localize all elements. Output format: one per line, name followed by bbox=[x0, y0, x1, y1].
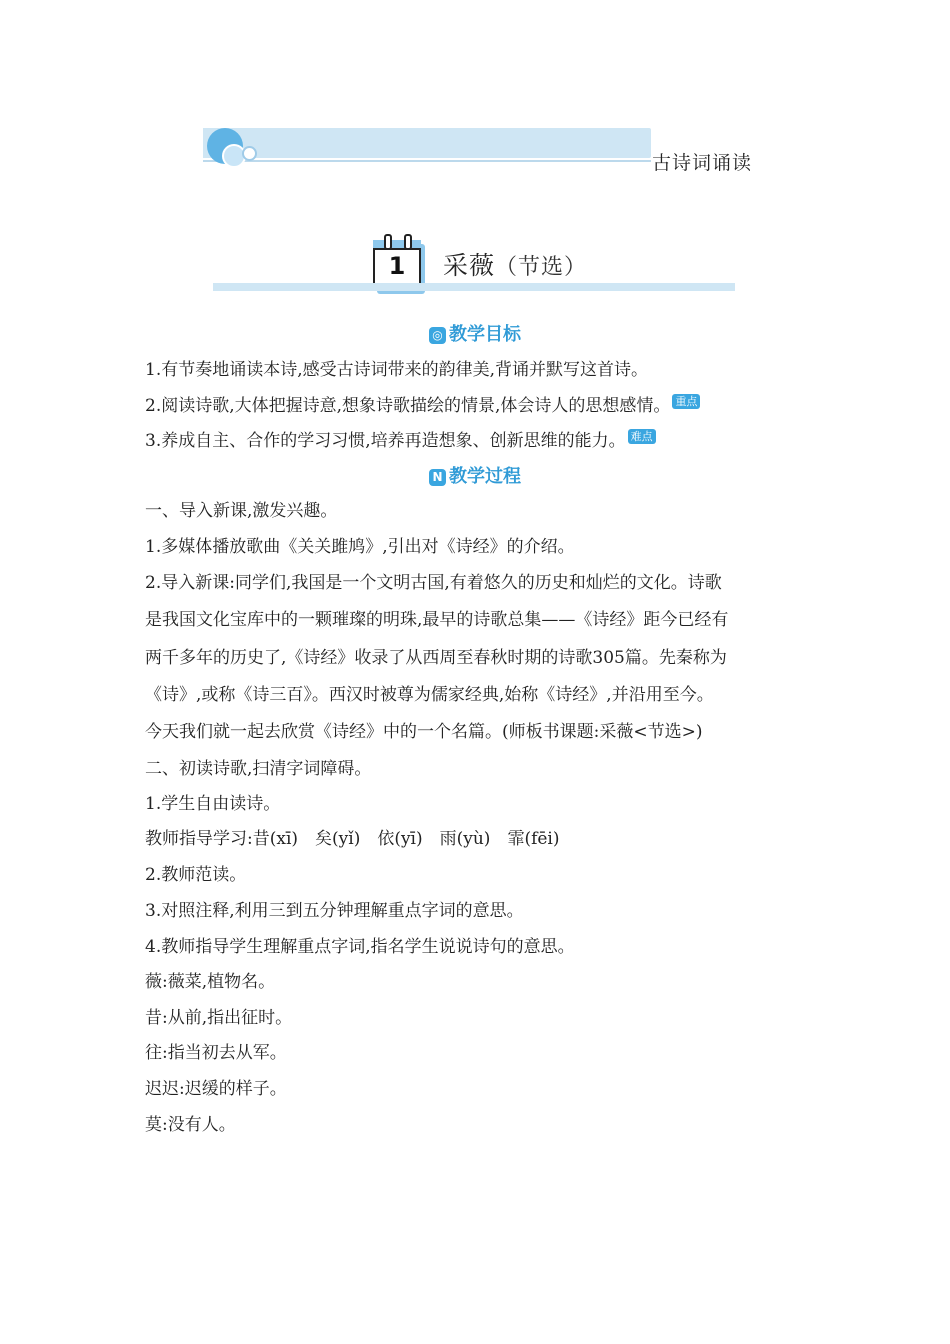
process-line: 一、导入新课,激发兴趣。 bbox=[145, 501, 338, 521]
objectives-heading-text: 教学目标 bbox=[449, 324, 521, 345]
header-banner bbox=[203, 128, 651, 158]
lesson-number: 1 bbox=[388, 252, 406, 280]
header-label: 古诗词诵读 bbox=[652, 152, 753, 174]
objective-text: 1.有节奏地诵读本诗,感受古诗词带来的韵律美,背诵并默写这首诗。 bbox=[145, 360, 649, 380]
objective-item bbox=[145, 429, 656, 453]
section-heading-process bbox=[0, 462, 950, 488]
process-line: 昔:从前,指出征时。 bbox=[145, 1008, 293, 1028]
process-line: 教师指导学习:昔(xī) 矣(yǐ) 依(yī) 雨(yù) 霏(fēi) bbox=[145, 829, 560, 849]
process-line: 3.对照注释,利用三到五分钟理解重点字词的意思。 bbox=[145, 901, 524, 921]
process-line: 莫:没有人。 bbox=[145, 1115, 236, 1135]
process-line: 2.教师范读。 bbox=[145, 865, 247, 885]
header-divider bbox=[203, 160, 651, 162]
process-line: 1.学生自由读诗。 bbox=[145, 794, 281, 814]
process-line: 是我国文化宝库中的一颗璀璨的明珠,最早的诗歌总集——《诗经》距今已经有 bbox=[145, 610, 729, 630]
process-line: 今天我们就一起去欣赏《诗经》中的一个名篇。(师板书课题:采薇<节选>) bbox=[145, 722, 703, 742]
lesson-title bbox=[443, 246, 587, 282]
process-line: 两千多年的历史了,《诗经》收录了从西周至春秋时期的诗歌305篇。先秦称为 bbox=[145, 648, 727, 668]
process-line: 《诗》,或称《诗三百》。西汉时被尊为儒家经典,始称《诗经》,并沿用至今。 bbox=[145, 685, 714, 705]
difficult-point-badge: 难点 bbox=[628, 429, 656, 444]
objective-item bbox=[145, 394, 700, 418]
decor-circle-small-icon bbox=[242, 146, 257, 161]
process-heading-text: 教学过程 bbox=[449, 466, 521, 487]
calendar-ring-icon bbox=[404, 234, 412, 250]
target-icon: ◎ bbox=[429, 327, 446, 344]
process-icon: N bbox=[429, 469, 446, 486]
lesson-subtitle: （节选） bbox=[495, 255, 588, 280]
objective-item bbox=[145, 358, 648, 382]
lesson-title-text: 采薇 bbox=[443, 251, 496, 280]
process-line: 薇:薇菜,植物名。 bbox=[145, 972, 276, 992]
title-underline bbox=[213, 283, 735, 291]
calendar-ring-icon bbox=[384, 234, 392, 250]
process-line: 4.教师指导学生理解重点字词,指名学生说说诗句的意思。 bbox=[145, 937, 575, 957]
process-line: 1.多媒体播放歌曲《关关雎鸠》,引出对《诗经》的介绍。 bbox=[145, 537, 575, 557]
process-line: 往:指当初去从军。 bbox=[145, 1043, 287, 1063]
section-heading-objectives bbox=[0, 320, 950, 346]
objective-text: 2.阅读诗歌,大体把握诗意,想象诗歌描绘的情景,体会诗人的思想感情。 bbox=[145, 396, 671, 416]
key-point-badge: 重点 bbox=[672, 394, 700, 409]
process-line: 2.导入新课:同学们,我国是一个文明古国,有着悠久的历史和灿烂的文化。诗歌 bbox=[145, 573, 722, 593]
process-line: 二、初读诗歌,扫清字词障碍。 bbox=[145, 759, 372, 779]
objective-text: 3.养成自主、合作的学习习惯,培养再造想象、创新思维的能力。 bbox=[145, 431, 626, 451]
process-line: 迟迟:迟缓的样子。 bbox=[145, 1079, 287, 1099]
